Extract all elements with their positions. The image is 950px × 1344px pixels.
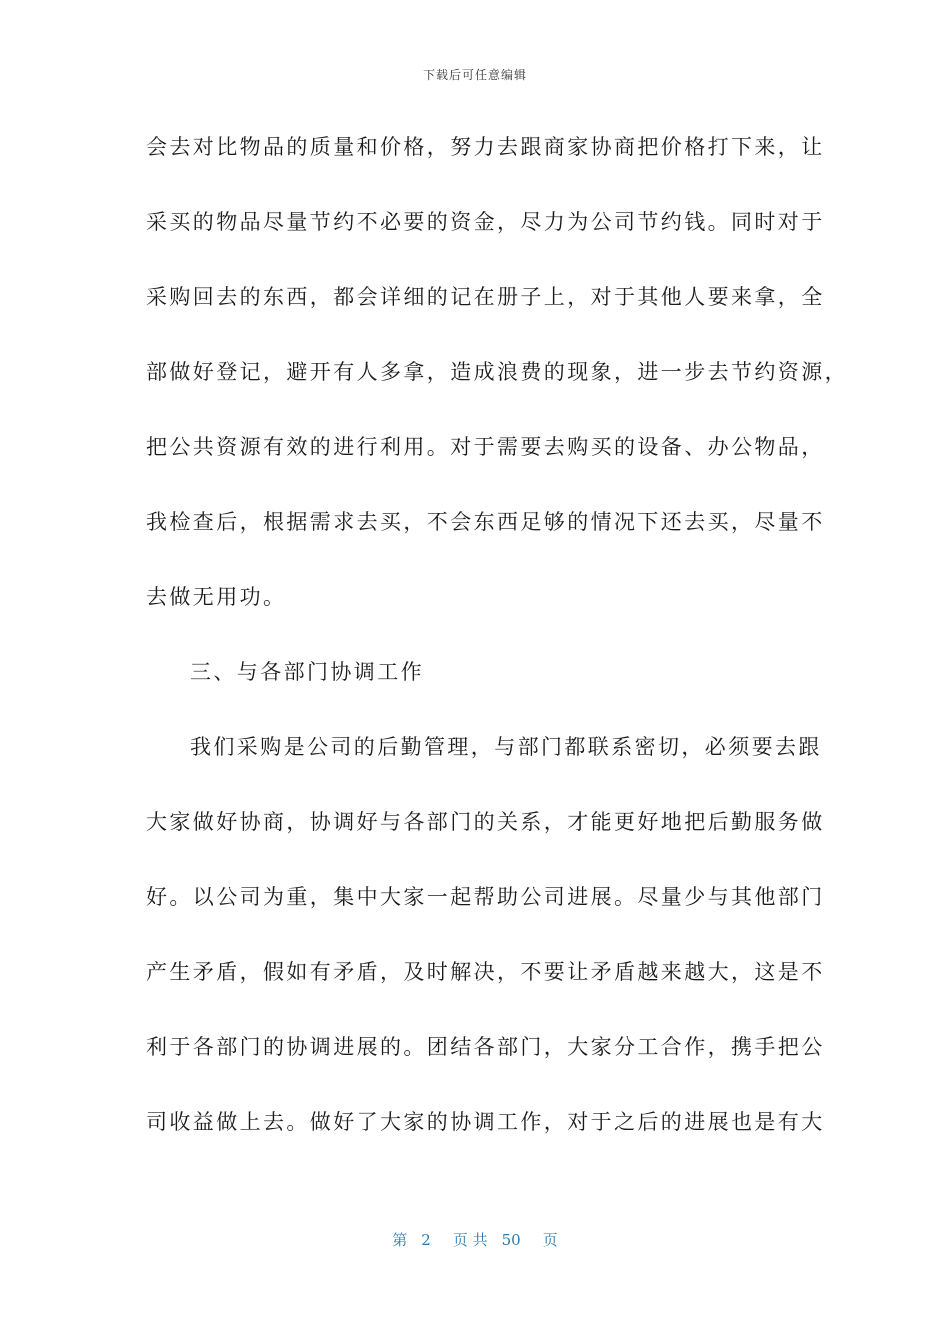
footer-page-number: 2 <box>421 1231 431 1249</box>
document-body <box>146 128 848 1178</box>
body-line: 产生矛盾，假如有矛盾，及时解决，不要让矛盾越来越大，这是不 <box>146 960 825 984</box>
body-line: 我检查后，根据需求去买，不会东西足够的情况下还去买，尽量不 <box>146 510 825 534</box>
body-line: 把公共资源有效的进行利用。对于需要去购买的设备、办公物品， <box>146 435 825 459</box>
body-line: 去做无用功。 <box>146 585 287 609</box>
page-footer <box>0 1229 950 1250</box>
footer-suffix: 页 <box>542 1231 558 1249</box>
body-line: 利于各部门的协调进展的。团结各部门，大家分工合作，携手把公 <box>146 1035 825 1059</box>
footer-middle: 页 共 <box>452 1231 488 1249</box>
section-heading: 三、与各部门协调工作 <box>190 660 424 684</box>
body-line: 会去对比物品的质量和价格，努力去跟商家协商把价格打下来，让 <box>146 135 825 159</box>
body-line: 采买的物品尽量节约不必要的资金，尽力为公司节约钱。同时对于 <box>146 210 825 234</box>
body-line: 好。以公司为重，集中大家一起帮助公司进展。尽量少与其他部门 <box>146 885 825 909</box>
footer-prefix: 第 <box>392 1231 408 1249</box>
footer-total-pages: 50 <box>501 1231 521 1249</box>
body-line: 采购回去的东西，都会详细的记在册子上，对于其他人要来拿，全 <box>146 285 825 309</box>
page-header: 下载后可任意编辑 <box>422 68 527 82</box>
paragraph-first-line: 我们采购是公司的后勤管理，与部门都联系密切，必须要去跟 <box>190 735 822 759</box>
body-line: 大家做好协商，协调好与各部门的关系，才能更好地把后勤服务做 <box>146 810 825 834</box>
body-line: 部做好登记，避开有人多拿，造成浪费的现象，进一步去节约资源， <box>146 360 848 384</box>
body-line: 司收益做上去。做好了大家的协调工作，对于之后的进展也是有大 <box>146 1110 825 1134</box>
